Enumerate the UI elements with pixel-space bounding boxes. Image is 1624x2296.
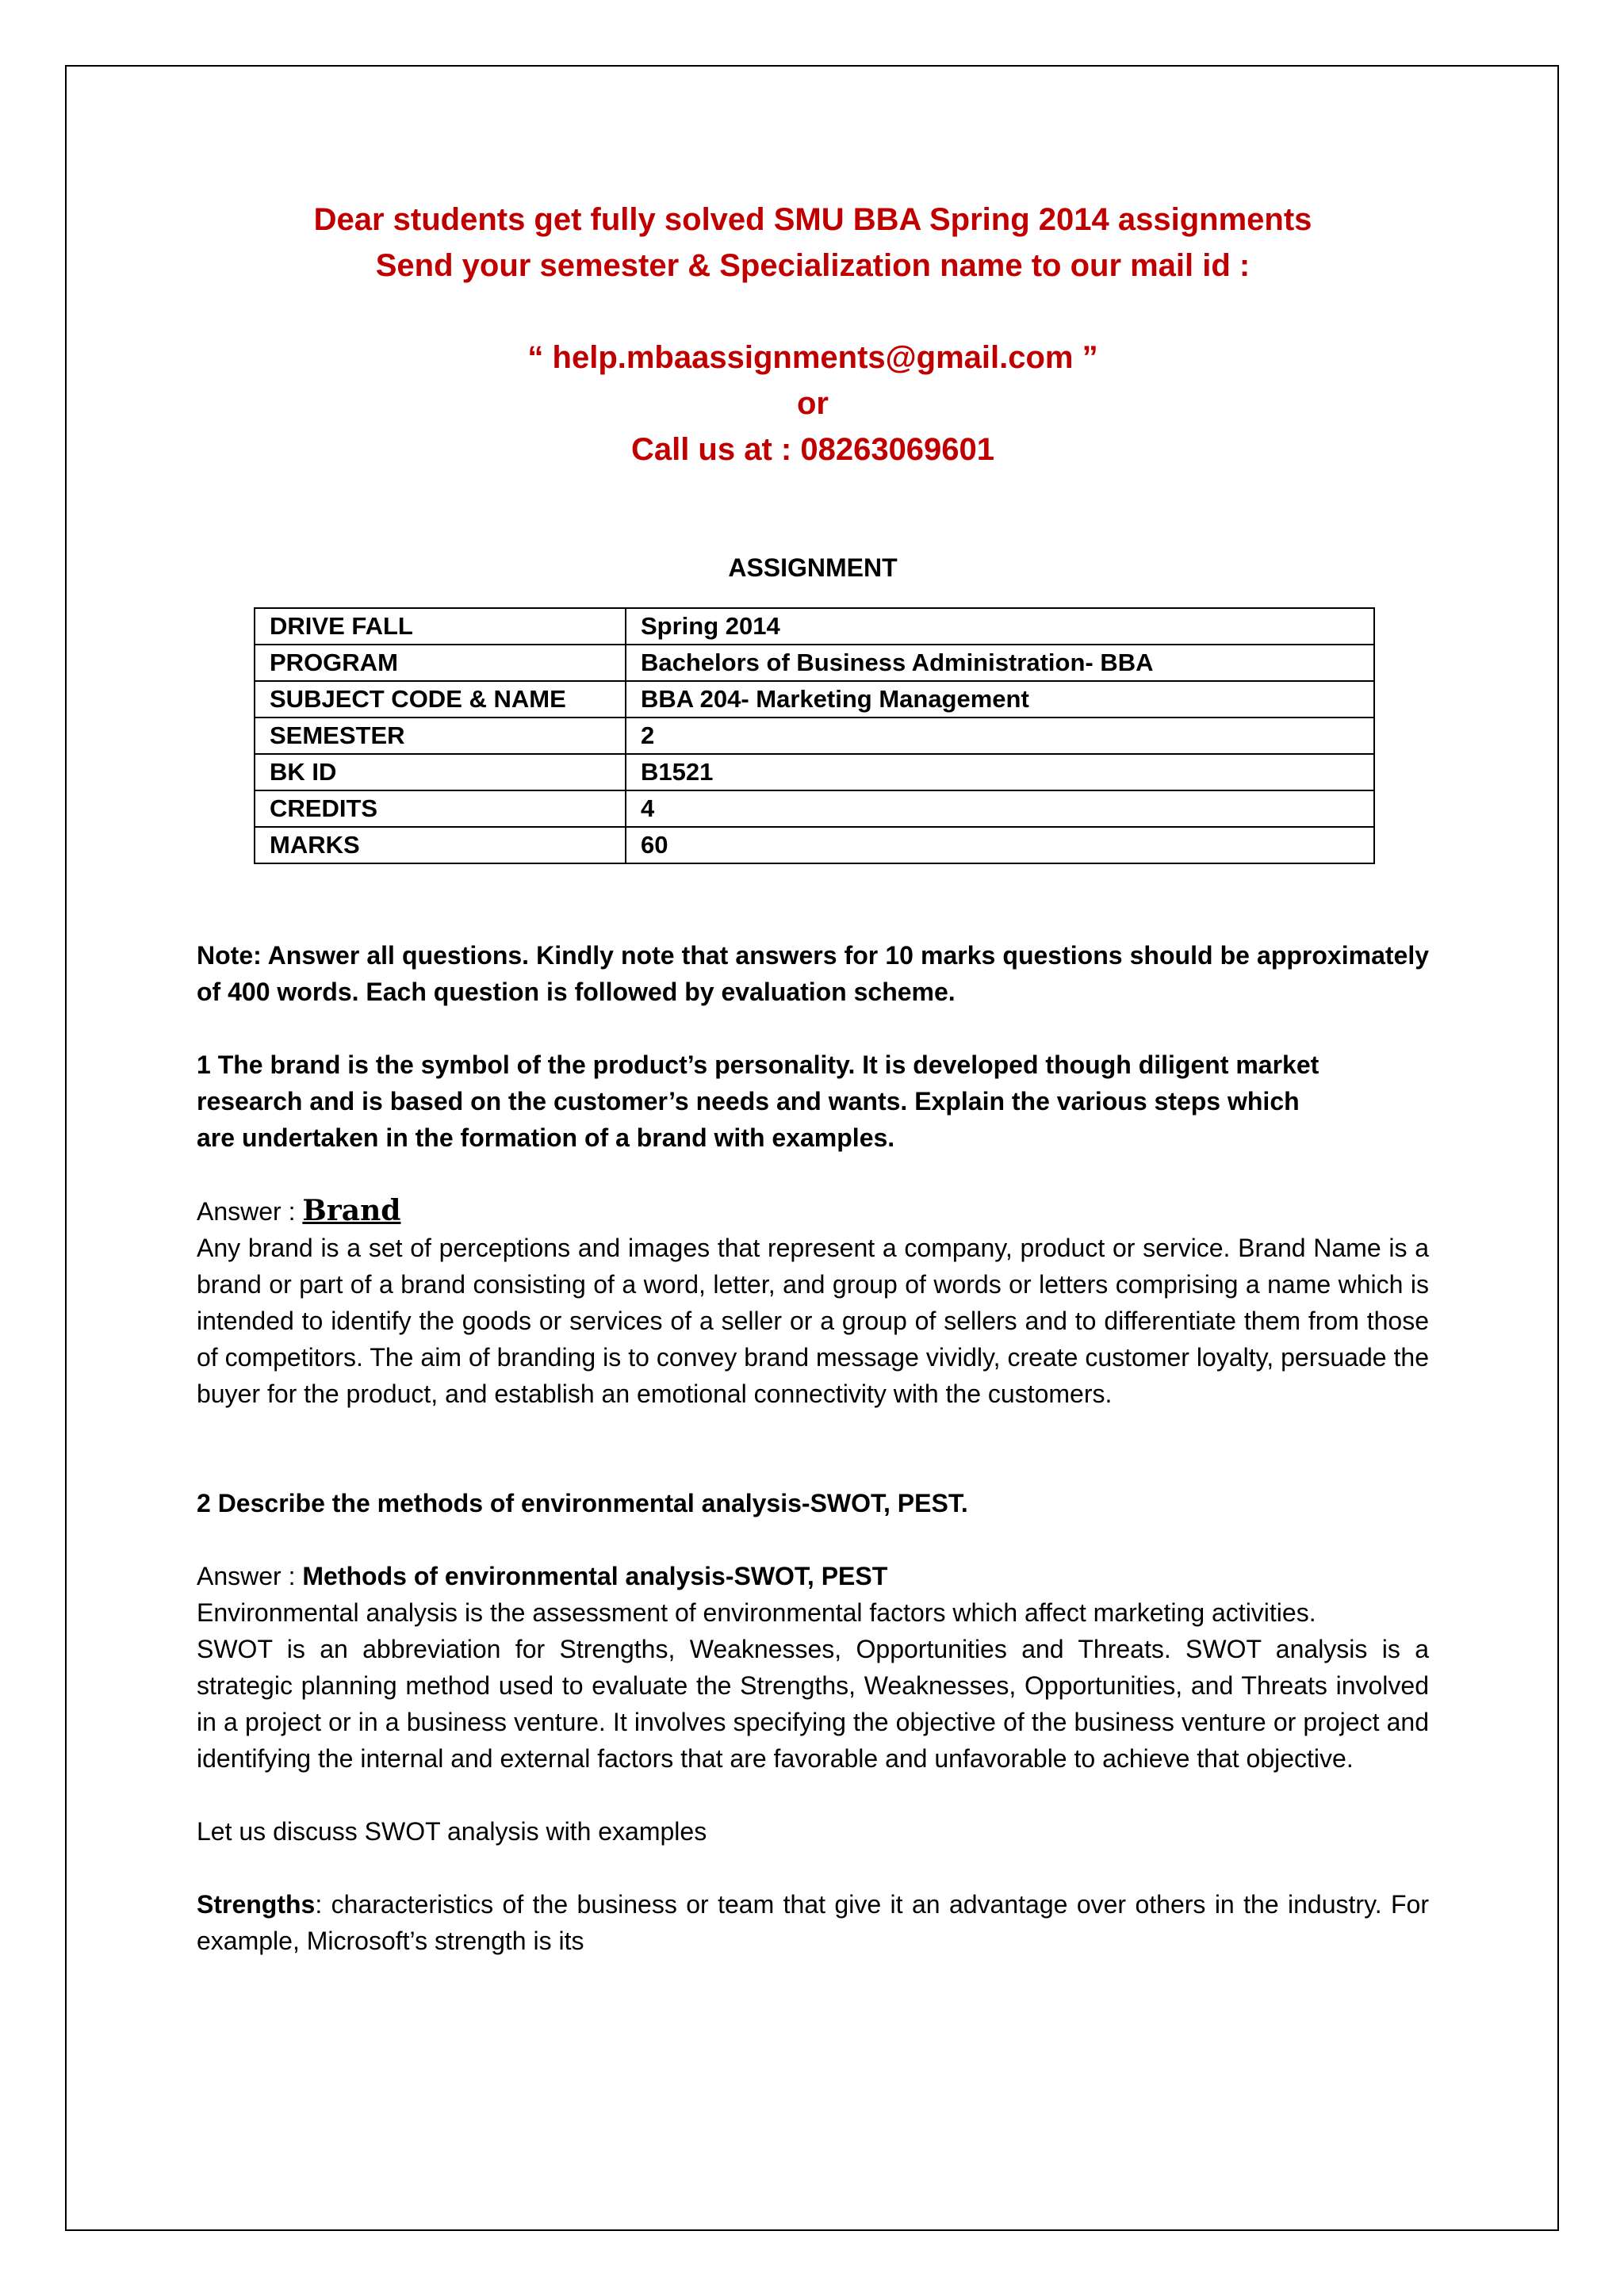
table-label: SEMESTER [255,718,626,754]
promo-line-2: Send your semester & Specialization name to our mail id : [375,248,1251,283]
promo-block [197,197,1429,473]
table-row [255,681,1374,718]
table-row [255,608,1374,645]
swot-discussion-intro: Let us discuss SWOT analysis with examples [197,1817,707,1846]
answer-2-heading: Methods of environmental analysis-SWOT, PEST [302,1562,888,1590]
table-row [255,718,1374,754]
strengths-label: Strengths [197,1890,316,1919]
promo-email: “ help.mbaassignments@gmail.com ” [527,340,1098,375]
table-value: Spring 2014 [626,608,1374,645]
table-value: BBA 204- Marketing Management [626,681,1374,718]
question-1-line-1: 1 The brand is the symbol of the product’s personality. It is developed though diligent market [197,1050,1320,1079]
question-2: 2 Describe the methods of environmental analysis-SWOT, PEST. [197,1489,968,1517]
answer-2-prefix: Answer : [197,1562,303,1590]
table-row [255,827,1374,863]
strengths-body: : characteristics of the business or team that give it an advantage over others in the industry. For example, Microsoft’s strength is its [197,1890,1429,1955]
table-row [255,754,1374,790]
table-label: MARKS [255,827,626,863]
strengths-paragraph [197,1886,1429,1959]
table-label: DRIVE FALL [255,608,626,645]
table-label: BK ID [255,754,626,790]
table-label: SUBJECT CODE & NAME [255,681,626,718]
answer-1-prefix: Answer : [197,1197,303,1226]
promo-or: or [797,386,829,421]
table-label: CREDITS [255,790,626,827]
promo-call: Call us at : 08263069601 [630,432,995,467]
promo-line-1: Dear students get fully solved SMU BBA Spring 2014 assignments [313,202,1312,237]
table-value: Bachelors of Business Administration- BBA [626,645,1374,681]
answer-1-heading: Brand [302,1194,401,1227]
note-paragraph: Note: Answer all questions. Kindly note that answers for 10 marks questions should be approximately of 400 words. Each question is followed by evaluation scheme. [197,941,1429,1006]
table-value: 60 [626,827,1374,863]
assignment-title: ASSIGNMENT [728,553,898,582]
question-1-line-2: research and is based on the customer’s needs and wants. Explain the various steps which [197,1087,1300,1115]
promo-gap [197,289,1429,335]
answer-1-body: Any brand is a set of perceptions and images that represent a company, product or service. Brand Name is a brand or part of a brand consisting of a word, letter, and group of words or letters comprising a name which is intended to identify the goods or services of a seller or a group of sellers and to differentiate them from those of competitors. The aim of branding is to convey brand message vividly, create customer loyalty, persuade the buyer for the product, and establish an emotional connectivity with the customers. [197,1234,1429,1408]
table-value: 4 [626,790,1374,827]
question-1-line-3: are undertaken in the formation of a brand with examples. [197,1123,895,1152]
table-row [255,645,1374,681]
table-value: 2 [626,718,1374,754]
answer-1-header [197,1192,1429,1230]
question-1 [197,1047,1429,1156]
table-row [255,790,1374,827]
answer-2-header [197,1558,1429,1594]
answer-2-body: SWOT is an abbreviation for Strengths, Weaknesses, Opportunities and Threats. SWOT analysis is a strategic planning method used to evaluate the Strengths, Weaknesses, Opportunities, and Threats involved in a project or in a business venture. It involves specifying the objective of the business venture or project and identifying the internal and external factors that are favorable and unfavorable to achieve that objective. [197,1635,1429,1773]
assignment-info-table [254,607,1375,864]
answer-2-line-1: Environmental analysis is the assessment of environmental factors which affect marketing activities. [197,1598,1316,1627]
table-label: PROGRAM [255,645,626,681]
table-value: B1521 [626,754,1374,790]
document-content [197,197,1429,1959]
